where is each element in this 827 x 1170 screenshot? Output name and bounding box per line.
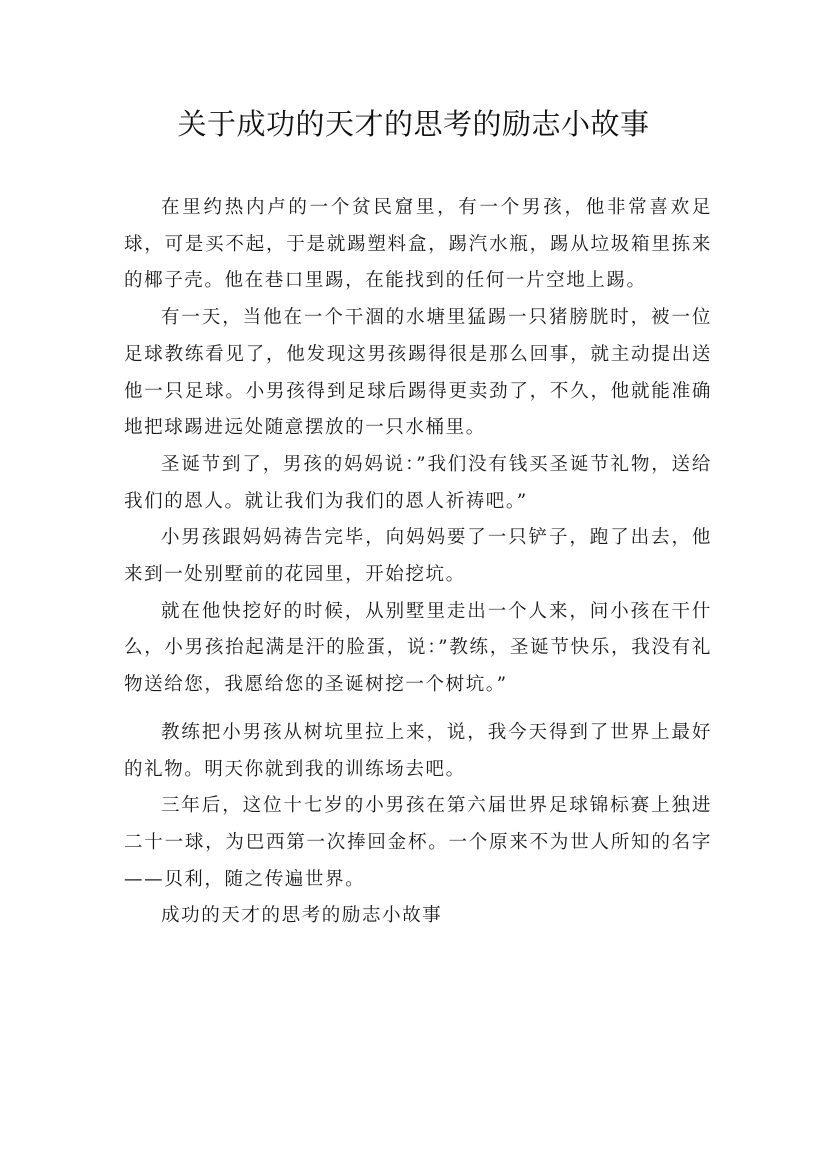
paragraph-2: 有一天，当他在一个干涸的水塘里猛踢一只猪膀胱时，被一位足球教练看见了，他发现这男孩踢得很是那么回事，就主动提出送他一只足球。小男孩得到足球后踢得更卖劲了，不久，他就能准确地把球踢进远处随意摆放的一只水桶里。 bbox=[124, 307, 712, 439]
document-title: 关于成功的天才的思考的励志小故事 bbox=[177, 107, 650, 141]
paragraph-7: 三年后，这位十七岁的小男孩在第六届世界足球锦标赛上独进二十一球，为巴西第一次捧回金杯。一个原来不为世人所知的名字——贝利，随之传遍世界。 bbox=[124, 795, 712, 890]
document-body bbox=[124, 190, 712, 935]
paragraph-3: 圣诞节到了，男孩的妈妈说：”我们没有钱买圣诞节礼物，送给我们的恩人。就让我们为我们的恩人祈祷吧。” bbox=[124, 453, 712, 512]
paragraph-4: 小男孩跟妈妈祷告完毕，向妈妈要了一只铲子，跑了出去，他来到一处别墅前的花园里，开始挖坑。 bbox=[124, 527, 712, 586]
paragraph-1: 在里约热内卢的一个贫民窟里，有一个男孩，他非常喜欢足球，可是买不起，于是就踢塑料盒，踢汽水瓶，踢从垃圾箱里拣来的椰子壳。他在巷口里踢，在能找到的任何一片空地上踢。 bbox=[124, 197, 712, 292]
paragraph-6: 教练把小男孩从树坑里拉上来，说，我今天得到了世界上最好的礼物。明天你就到我的训练场去吧。 bbox=[124, 721, 712, 780]
paragraph-5: 就在他快挖好的时候，从别墅里走出一个人来，问小孩在干什么，小男孩抬起满是汗的脸蛋，说：”教练，圣诞节快乐，我没有礼物送给您，我愿给您的圣诞树挖一个树坑。” bbox=[124, 600, 712, 696]
paragraph-8: 成功的天才的思考的励志小故事 bbox=[161, 905, 443, 927]
